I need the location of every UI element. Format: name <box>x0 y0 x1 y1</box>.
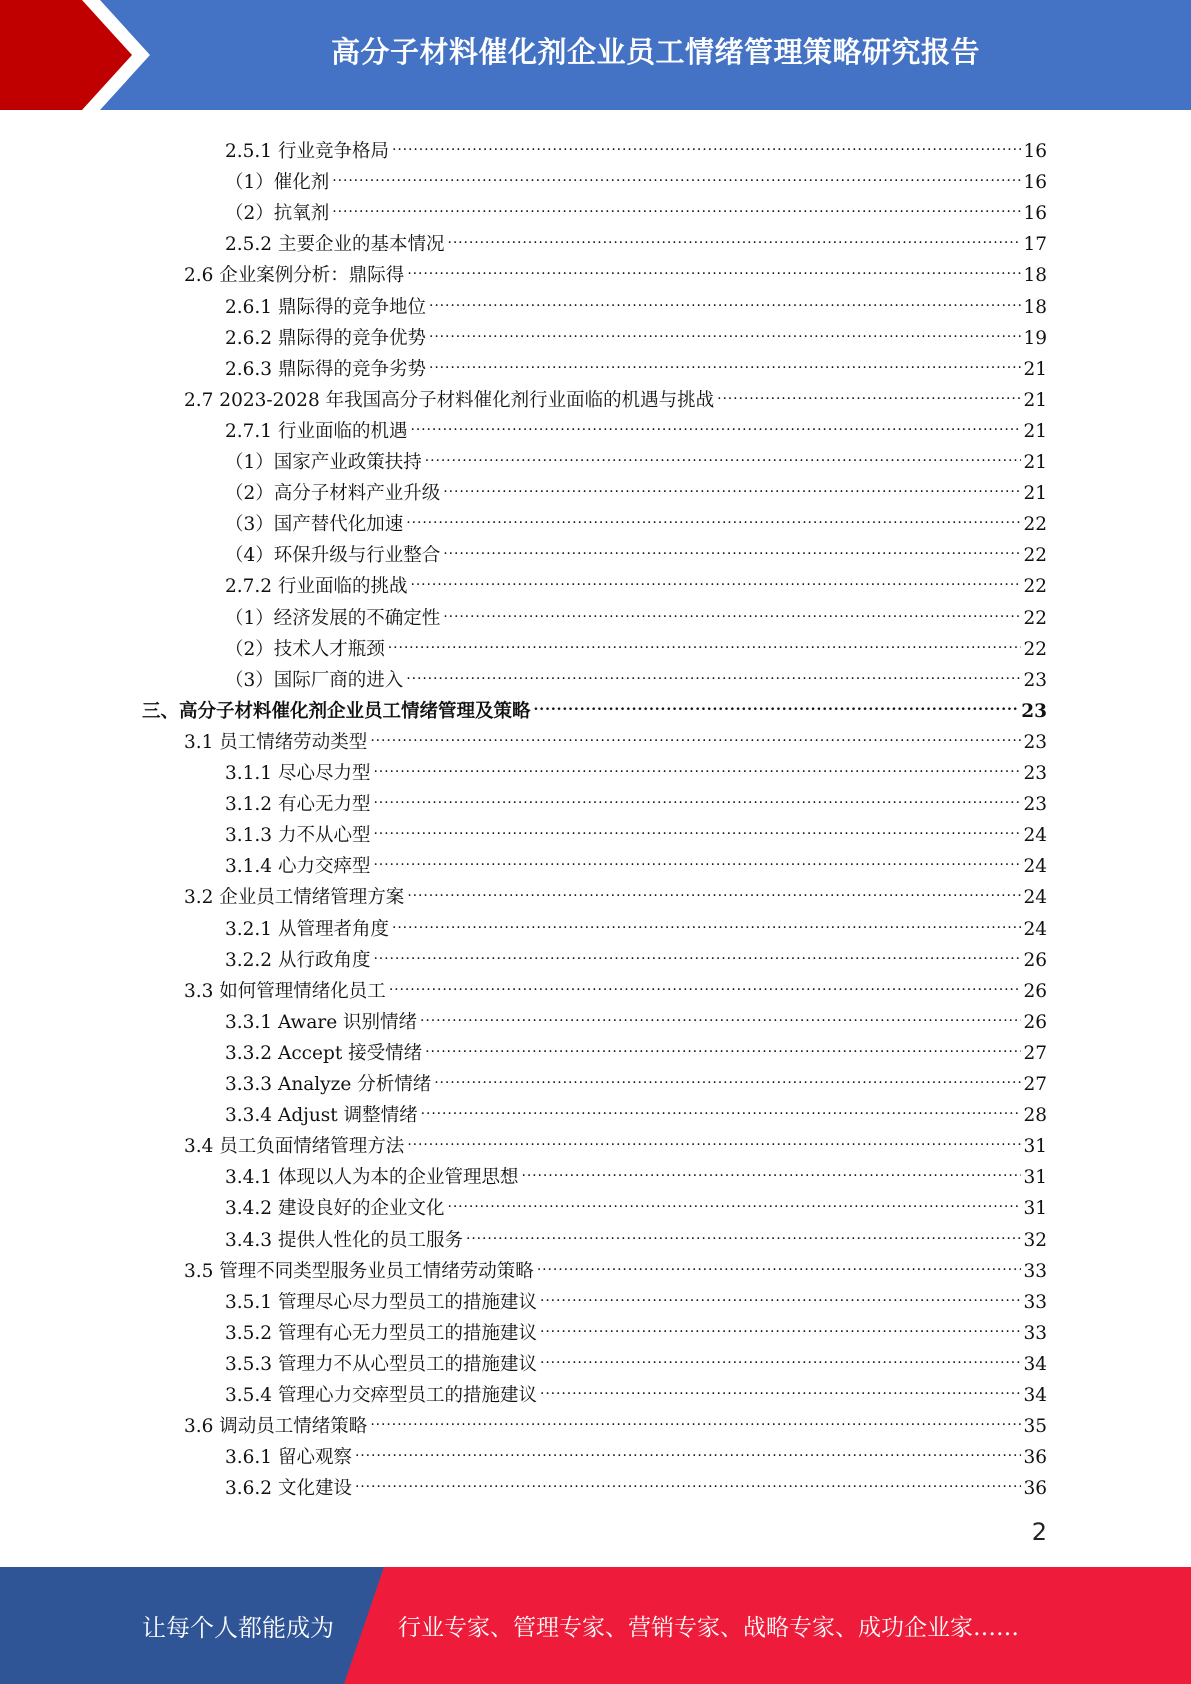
toc-entry[interactable] <box>225 810 1047 847</box>
toc-entry-page: 28 <box>1023 1105 1047 1127</box>
toc-entry-label: 3.3.3 Analyze 分析情绪 <box>225 1074 432 1095</box>
toc-entry-label: 3.1.3 力不从心型 <box>225 825 371 847</box>
footer-slogan-roles: 行业专家、管理专家、营销专家、战略专家、成功企业家…… <box>398 1615 1019 1641</box>
toc-entry[interactable] <box>225 935 1047 971</box>
toc-dot-leader <box>388 624 1022 655</box>
toc-dot-leader <box>537 1246 1022 1277</box>
toc-dot-leader <box>373 779 1021 810</box>
toc-entry-label: 3.2.1 从管理者角度 <box>225 918 389 940</box>
toc-entry-page: 21 <box>1023 452 1047 473</box>
toc-entry-label: 3.1 员工情绪劳动类型 <box>184 731 368 753</box>
toc-dot-leader <box>355 1463 1022 1494</box>
toc-entry[interactable] <box>225 1183 1047 1220</box>
toc-dot-leader <box>355 1432 1022 1463</box>
toc-entry-label: 3.5 管理不同类型服务业员工情绪劳动策略 <box>184 1260 534 1282</box>
toc-dot-leader <box>370 717 1021 748</box>
toc-entry-page: 31 <box>1023 1167 1047 1189</box>
toc-entry[interactable] <box>225 904 1047 940</box>
toc-entry-label: （2）高分子材料产业升级 <box>225 483 441 505</box>
toc-entry[interactable] <box>225 1277 1047 1313</box>
toc-entry-page: 16 <box>1023 203 1047 225</box>
toc-dot-leader <box>410 561 1021 592</box>
toc-entry-label: 2.6.3 鼎际得的竞争劣势 <box>225 358 426 380</box>
toc-dot-leader <box>392 126 1021 157</box>
header-arrow-decoration <box>0 0 160 110</box>
toc-dot-leader <box>447 219 1021 250</box>
toc-entry-page: 34 <box>1023 1385 1047 1406</box>
toc-dot-leader <box>717 375 1021 406</box>
toc-entry-page: 26 <box>1023 949 1047 971</box>
toc-entry-label: （2）抗氧剂 <box>225 203 330 225</box>
toc-entry-page: 16 <box>1023 172 1047 194</box>
toc-entry-page: 22 <box>1023 545 1047 567</box>
toc-entry-page: 23 <box>1023 794 1047 816</box>
toc-entry-label: 3.1.2 有心无力型 <box>225 794 371 816</box>
toc-entry-label: （1）催化剂 <box>225 172 330 194</box>
toc-entry[interactable] <box>225 499 1047 536</box>
toc-dot-leader <box>540 1370 1021 1401</box>
toc-entry-label: （3）国际厂商的进入 <box>225 669 404 691</box>
toc-dot-leader <box>406 655 1021 686</box>
toc-entry[interactable] <box>225 282 1047 318</box>
toc-entry-label: 3.4.1 体现以人为本的企业管理思想 <box>225 1167 519 1189</box>
report-title: 高分子材料催化剂企业员工情绪管理策略研究报告 <box>330 34 980 69</box>
toc-entry-page: 21 <box>1023 483 1047 505</box>
toc-dot-leader <box>407 250 1021 281</box>
toc-dot-leader <box>447 1183 1021 1214</box>
toc-entry-page: 24 <box>1023 887 1047 909</box>
toc-entry-page: 22 <box>1023 607 1047 629</box>
toc-entry[interactable] <box>225 1059 1047 1095</box>
toc-entry[interactable] <box>225 437 1047 473</box>
toc-entry[interactable] <box>184 1121 1047 1158</box>
toc-entry[interactable] <box>184 1246 1047 1282</box>
page-number: 2 <box>1031 1518 1047 1546</box>
toc-entry[interactable] <box>225 468 1047 505</box>
toc-entry[interactable] <box>225 219 1047 256</box>
toc-entry-page: 27 <box>1023 1074 1047 1095</box>
toc-entry-label: 3.5.1 管理尽心尽力型员工的措施建议 <box>225 1291 537 1313</box>
toc-entry[interactable] <box>225 406 1047 442</box>
toc-entry[interactable] <box>142 686 1047 722</box>
toc-dot-leader <box>434 1059 1021 1090</box>
toc-entry[interactable] <box>225 1152 1047 1189</box>
toc-entry[interactable] <box>225 126 1047 162</box>
toc-dot-leader <box>406 499 1021 530</box>
toc-dot-leader <box>421 1090 1022 1121</box>
toc-entry-page: 23 <box>1023 763 1047 784</box>
toc-entry[interactable] <box>225 157 1047 194</box>
toc-entry-label: 3.6.2 文化建设 <box>225 1478 352 1500</box>
toc-entry[interactable] <box>225 841 1047 878</box>
toc-entry[interactable] <box>225 655 1047 691</box>
toc-dot-leader <box>373 935 1021 966</box>
footer-slogan-lead: 让每个人都能成为 <box>142 1614 334 1642</box>
toc-entry[interactable] <box>225 748 1047 784</box>
toc-entry-label: 2.7.1 行业面临的机遇 <box>225 420 408 442</box>
toc-entry[interactable] <box>184 872 1047 909</box>
toc-dot-leader <box>540 1339 1021 1370</box>
toc-entry[interactable] <box>225 1370 1047 1406</box>
toc-entry[interactable] <box>225 1463 1047 1500</box>
toc-entry-page: 24 <box>1023 825 1047 847</box>
toc-entry-label: （2）技术人才瓶颈 <box>225 638 385 660</box>
toc-entry-label: 2.6.2 鼎际得的竞争优势 <box>225 327 426 349</box>
toc-entry[interactable] <box>225 593 1047 629</box>
toc-entry-page: 16 <box>1023 141 1047 162</box>
page-footer <box>0 1567 1191 1684</box>
toc-dot-leader <box>407 872 1021 903</box>
toc-entry-label: 2.7.2 行业面临的挑战 <box>225 576 408 598</box>
toc-entry[interactable] <box>184 966 1047 1002</box>
toc-dot-leader <box>373 748 1021 779</box>
toc-entry[interactable] <box>225 188 1047 225</box>
toc-entry-label: 3.4 员工负面情绪管理方法 <box>184 1136 405 1158</box>
toc-dot-leader <box>521 1152 1021 1183</box>
toc-entry[interactable] <box>184 717 1047 753</box>
toc-entry-page: 21 <box>1023 420 1047 442</box>
toc-dot-leader <box>540 1277 1021 1308</box>
toc-dot-leader <box>410 406 1021 437</box>
toc-entry[interactable] <box>225 561 1047 598</box>
toc-entry[interactable] <box>225 530 1047 567</box>
toc-entry-label: 3.1.1 尽心尽力型 <box>225 763 371 784</box>
toc-entry-page: 18 <box>1023 265 1047 287</box>
toc-entry-label: 3.4.2 建设良好的企业文化 <box>225 1198 445 1220</box>
toc-dot-leader <box>389 966 1022 997</box>
toc-dot-leader <box>443 468 1021 499</box>
toc-dot-leader <box>443 593 1021 624</box>
toc-entry[interactable] <box>225 1339 1047 1375</box>
toc-entry[interactable] <box>184 375 1047 411</box>
toc-entry-page: 21 <box>1023 389 1047 411</box>
toc-entry-label: 2.5.1 行业竞争格局 <box>225 141 389 162</box>
toc-entry-page: 33 <box>1023 1291 1047 1313</box>
toc-entry-label: （4）环保升级与行业整合 <box>225 545 441 567</box>
toc-entry-label: 2.6 企业案例分析：鼎际得 <box>184 265 405 287</box>
toc-entry-label: 3.6 调动员工情绪策略 <box>184 1416 368 1438</box>
toc-entry-label: （3）国产替代化加速 <box>225 514 404 536</box>
toc-entry[interactable] <box>184 250 1047 287</box>
toc-entry-page: 23 <box>1021 700 1047 722</box>
toc-entry-page: 31 <box>1023 1136 1047 1158</box>
toc-entry-page: 22 <box>1023 638 1047 660</box>
toc-entry[interactable] <box>225 1308 1047 1344</box>
toc-entry-label: 三、高分子材料催化剂企业员工情绪管理及策略 <box>142 700 531 722</box>
toc-entry-label: 2.6.1 鼎际得的竞争地位 <box>225 296 426 318</box>
toc-entry[interactable] <box>225 344 1047 380</box>
toc-dot-leader <box>373 810 1021 841</box>
toc-entry-label: 3.5.4 管理心力交瘁型员工的措施建议 <box>225 1385 537 1406</box>
toc-entry-page: 19 <box>1023 327 1047 349</box>
toc-entry-page: 23 <box>1023 731 1047 753</box>
toc-dot-leader <box>373 841 1021 872</box>
toc-dot-leader <box>466 1215 1021 1246</box>
toc-entry[interactable] <box>225 1090 1047 1127</box>
toc-entry[interactable] <box>184 1401 1047 1438</box>
toc-dot-leader <box>407 1121 1021 1152</box>
toc-dot-leader <box>429 344 1021 375</box>
toc-entry-label: 3.6.1 留心观察 <box>225 1447 352 1469</box>
toc-entry-page: 32 <box>1023 1229 1047 1251</box>
toc-entry-page: 21 <box>1023 358 1047 380</box>
toc-dot-leader <box>425 437 1022 468</box>
toc-entry[interactable] <box>225 313 1047 349</box>
toc-entry-label: 2.5.2 主要企业的基本情况 <box>225 234 445 256</box>
toc-entry-page: 17 <box>1023 234 1047 256</box>
toc-entry-page: 33 <box>1023 1322 1047 1344</box>
toc-entry-label: （1）经济发展的不确定性 <box>225 607 441 629</box>
toc-dot-leader <box>534 686 1020 717</box>
toc-entry-page: 26 <box>1023 980 1047 1002</box>
toc-dot-leader <box>332 188 1021 219</box>
toc-entry-page: 18 <box>1023 296 1047 318</box>
toc-entry-label: 3.3 如何管理情绪化员工 <box>184 980 386 1002</box>
toc-entry[interactable] <box>225 1028 1047 1064</box>
toc-entry-page: 36 <box>1023 1478 1047 1500</box>
toc-dot-leader <box>429 313 1021 344</box>
toc-dot-leader <box>420 997 1021 1028</box>
toc-entry-page: 22 <box>1023 576 1047 598</box>
toc-entry-page: 27 <box>1023 1042 1047 1064</box>
toc-dot-leader <box>332 157 1021 188</box>
toc-dot-leader <box>429 282 1021 313</box>
toc-entry-page: 24 <box>1023 918 1047 940</box>
toc-entry-label: 3.2.2 从行政角度 <box>225 949 371 971</box>
toc-entry-label: 3.3.4 Adjust 调整情绪 <box>225 1105 418 1127</box>
toc-entry[interactable] <box>225 1215 1047 1251</box>
toc-entry[interactable] <box>225 779 1047 816</box>
toc-entry-page: 23 <box>1023 669 1047 691</box>
toc-entry-page: 36 <box>1023 1447 1047 1469</box>
toc-entry[interactable] <box>225 624 1047 660</box>
toc-entry-page: 33 <box>1023 1260 1047 1282</box>
toc-entry[interactable] <box>225 1432 1047 1469</box>
toc-entry[interactable] <box>225 997 1047 1033</box>
toc-entry-label: 3.1.4 心力交瘁型 <box>225 856 371 878</box>
toc-entry-label: 3.3.2 Accept 接受情绪 <box>225 1042 423 1064</box>
page-header <box>0 0 1191 110</box>
toc-entry-page: 35 <box>1023 1416 1047 1438</box>
toc-entry-label: 2.7 2023-2028 年我国高分子材料催化剂行业面临的机遇与挑战 <box>184 389 715 411</box>
toc-dot-leader <box>370 1401 1021 1432</box>
toc-entry-label: 3.3.1 Aware 识别情绪 <box>225 1011 418 1033</box>
toc-entry-label: 3.5.2 管理有心无力型员工的措施建议 <box>225 1322 537 1344</box>
toc-entry-label: （1）国家产业政策扶持 <box>225 452 422 473</box>
toc-entry-page: 24 <box>1023 856 1047 878</box>
toc-entry-page: 22 <box>1023 514 1047 536</box>
toc-dot-leader <box>443 530 1021 561</box>
toc-dot-leader <box>540 1308 1021 1339</box>
toc-dot-leader <box>425 1028 1021 1059</box>
toc-entry-label: 3.2 企业员工情绪管理方案 <box>184 887 405 909</box>
toc-dot-leader <box>392 904 1021 935</box>
toc-entry-label: 3.4.3 提供人性化的员工服务 <box>225 1229 463 1251</box>
toc-entry-page: 34 <box>1023 1353 1047 1375</box>
toc-entry-page: 26 <box>1023 1011 1047 1033</box>
toc-entry-label: 3.5.3 管理力不从心型员工的措施建议 <box>225 1353 537 1375</box>
toc-entry-page: 31 <box>1023 1198 1047 1220</box>
